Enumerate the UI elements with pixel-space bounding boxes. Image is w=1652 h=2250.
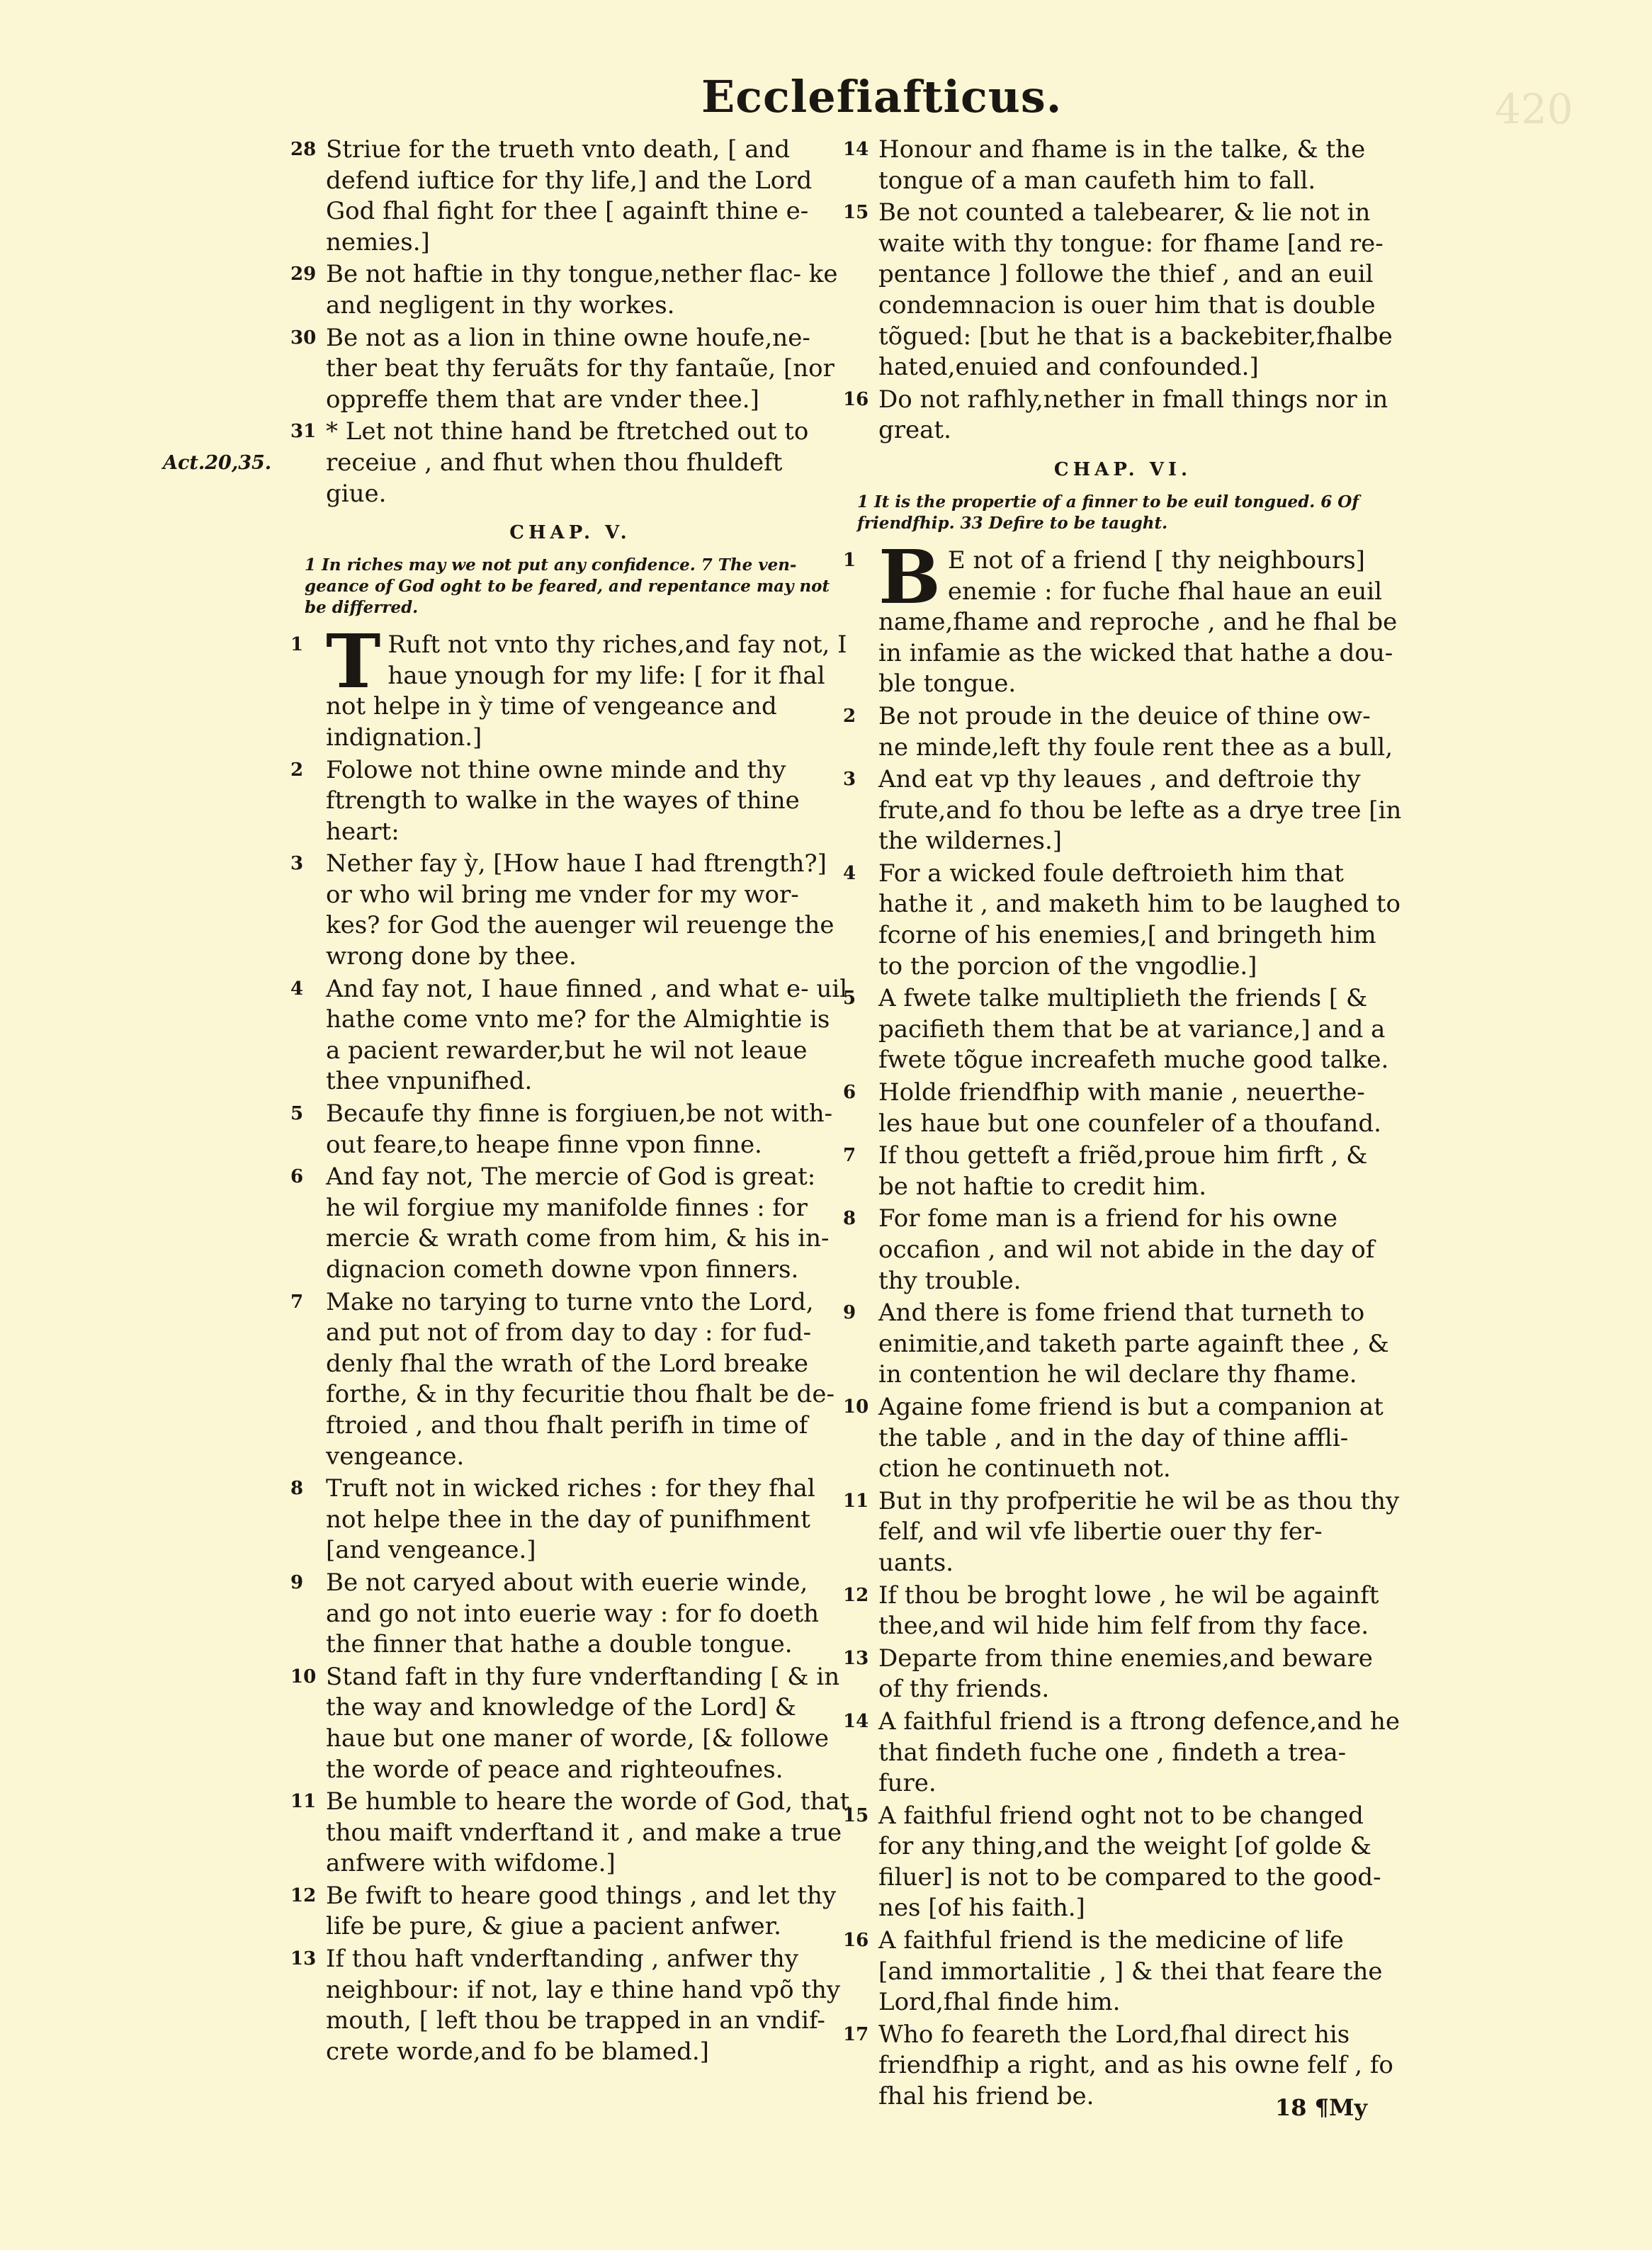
verse [843, 1298, 1403, 1391]
verse-text: Ruft not vnto thy riches,and fay not, I haue ynough for my life: [ for it fhal not helpe in ỳ time of vengeance and indignation.] [326, 631, 847, 752]
verse-number: 8 [843, 1208, 856, 1230]
verse [843, 1581, 1403, 1642]
verse-text: If thou haft vnderftanding , anfwer thy neighbour: if not, lay e thine hand vpõ thy mouth, [ left thou be trapped in an vndif- crete worde,and fo be blamed.] [326, 1945, 841, 2066]
verse [290, 1881, 850, 1943]
verse-number: 17 [843, 2023, 869, 2045]
verse [290, 259, 850, 321]
running-title: Ecclefiafticus. [701, 71, 1063, 123]
verse [843, 385, 1403, 446]
verse-number: 12 [843, 1584, 869, 1606]
verse-number: 16 [843, 388, 869, 410]
chapter-heading: CHAP. VI. [1053, 458, 1192, 480]
verse [843, 1141, 1403, 1202]
verse-text: If thou getteft a friẽd,proue him firft , & be not haftie to credit him. [878, 1141, 1368, 1201]
verse [290, 618, 850, 753]
verse-text: Be fwift to heare good things , and let thy life be pure, & giue a pacient anfwer. [326, 1881, 837, 1941]
verse [290, 1099, 850, 1160]
verse-text: A faithful friend oght not to be changed for any thing,and the weight [of golde & filuer] is not to be compared to the good- nes [of his faith.] [878, 1801, 1381, 1923]
verse-text: Stand faft in thy fure vnderftanding [ & in the way and knowledge of the Lord] & haue but one maner of worde, [& followe the worde of peace and righteoufnes. [326, 1662, 840, 1784]
verse-text: If thou be broght lowe , he wil be againft thee,and wil hide him felf from thy face. [878, 1581, 1379, 1641]
verse-text: Who fo feareth the Lord,fhal direct his friendfhip a right, and as his owne felf , fo fhal his friend be. [878, 2020, 1393, 2111]
verse-number: 2 [843, 705, 856, 727]
verse-text: And there is fome friend that turneth to enimitie,and taketh parte againft thee , & in contention he wil declare thy fhame. [878, 1299, 1389, 1389]
verse-text: Be not as a lion in thine owne houfe,ne- ther beat thy feruãts for thy fantaũe, [nor oppreffe them that are vnder thee.] [326, 323, 835, 414]
verse-text: A faithful friend is a ftrong defence,and he that findeth fuche one , findeth a trea- fure. [878, 1707, 1400, 1798]
verse [843, 1707, 1403, 1799]
verse-number: 10 [843, 1396, 869, 1418]
verse-number: 5 [843, 988, 856, 1010]
verse-text: Be not caryed about with euerie winde, and go not into euerie way : for fo doeth the finner that hathe a double tongue. [326, 1568, 820, 1659]
right-column [843, 135, 1403, 2114]
verse [843, 135, 1403, 196]
verse [843, 533, 1403, 700]
verse-text: * Let not thine hand be ftretched out to receiue , and fhut when thou fhuldeft giue. [326, 417, 809, 508]
verse-text: Honour and fhame is in the talke, & the tongue of a man caufeth him to fall. [878, 135, 1366, 195]
verse-number: 13 [290, 1948, 317, 1970]
verse-number: 13 [843, 1647, 869, 1669]
left-column [290, 135, 850, 2069]
verse [290, 974, 850, 1097]
verse-text: Do not rafhly,nether in fmall things nor in great. [878, 385, 1388, 445]
verse [843, 701, 1403, 763]
verse [290, 1474, 850, 1566]
verse-number: 8 [290, 1478, 304, 1500]
verse-text: And eat vp thy leaues , and deftroie thy frute,and fo thou be lefte as a drye tree [in the wildernes.] [878, 765, 1402, 856]
verse-number: 12 [290, 1884, 317, 1906]
verse-number: 1 [843, 549, 856, 571]
verse-number: 6 [290, 1166, 304, 1188]
verse [290, 1787, 850, 1879]
verse [843, 859, 1403, 982]
verse-number: 14 [843, 1710, 869, 1732]
verse-text: Againe fome friend is but a companion at the table , and in the day of thine affli- ction he continueth not. [878, 1392, 1384, 1483]
verse-text: Be not haftie in thy tongue,nether flac- ke and negligent in thy workes. [326, 260, 838, 320]
bleed-through-page-number: 420 [1495, 85, 1573, 133]
verse-number: 3 [843, 769, 856, 791]
verse-number: 15 [843, 202, 869, 224]
verse-number: 16 [843, 1930, 869, 1952]
verse-number: 11 [843, 1490, 869, 1512]
verse-text: Departe from thine enemies,and beware of thy friends. [878, 1644, 1373, 1704]
verse [290, 1944, 850, 2067]
verse-text: A fwete talke multiplieth the friends [ & pacifieth them that be at variance,] and a fwete tõgue increafeth muche good talke. [878, 984, 1389, 1075]
verse-text: A faithful friend is the medicine of life [and immortalitie , ] & thei that feare the Lord,fhal finde him. [878, 1926, 1383, 2017]
verse [290, 1662, 850, 1785]
verse [843, 764, 1403, 857]
verse-number: 9 [290, 1571, 304, 1593]
verse [290, 1162, 850, 1285]
verse-number: 30 [290, 327, 317, 349]
verse-number: 29 [290, 264, 317, 286]
verse-number: 4 [843, 862, 856, 884]
verse-number: 7 [290, 1291, 304, 1313]
verse-number: 31 [290, 421, 317, 443]
verse-number: 10 [290, 1666, 317, 1688]
verse-number: 5 [290, 1103, 304, 1125]
verse-number: 9 [843, 1302, 856, 1324]
margin-reference: Act.20,35. [163, 452, 272, 474]
verse-text: Holde friendfhip with manie , neuerthe- les haue but one counfeler of a thoufand. [878, 1078, 1381, 1138]
verse-text: Truft not in wicked riches : for they fhal not helpe thee in the day of punifhment [and vengeance.] [326, 1474, 815, 1565]
verse [290, 849, 850, 972]
verse [843, 1801, 1403, 1924]
verse [843, 1392, 1403, 1485]
catchword: 18 ¶My [1275, 2094, 1368, 2121]
verse [290, 1568, 850, 1661]
verse-text: Folowe not thine owne minde and thy ftrength to walke in the wayes of thine heart: [326, 755, 800, 846]
verse-number: 28 [290, 139, 317, 160]
verse-text: Make no tarying to turne vnto the Lord, and put not of from day to day : for fud- denly fhal the wrath of the Lord breake forthe, & in thy fecuritie thou fhalt be de- ftroied , and thou fhalt perifh in time of vengeance. [326, 1287, 835, 1471]
chapter-argument: 1 In riches may we not put any confidence. 7 The ven- geance of God oght to be feared, and repentance may not be differred. [305, 555, 830, 618]
verse-text: Striue for the trueth vnto death, [ and defend iuftice for thy life,] and the Lord God fhal fight for thee [ againft thine e- nemies.] [326, 135, 813, 256]
verse-text: For fome man is a friend for his owne occafion , and wil not abide in the day of thy trouble. [878, 1204, 1375, 1295]
verse-number: 3 [290, 853, 304, 875]
verse-text: E not of a friend [ thy neighbours] enemie : for fuche fhal haue an euil name,fhame and reproche , and he fhal be in infamie as the wicked that hathe a dou- ble tongue. [878, 545, 1398, 699]
verse [843, 1078, 1403, 1139]
verse-number: 7 [843, 1145, 856, 1167]
drop-capital: T [326, 618, 381, 706]
verse-number: 4 [290, 978, 304, 1000]
chapter-heading: CHAP. V. [509, 522, 631, 544]
verse-number: 11 [290, 1791, 317, 1813]
verse-text: Becaufe thy finne is forgiuen,be not with- out feare,to heape finne vpon finne. [326, 1099, 833, 1159]
verse-text: And fay not, I haue finned , and what e- uil hathe come vnto me? for the Almightie is a pacient rewarder,but he wil not leaue thee vnpunifhed. [326, 974, 848, 1096]
verse-text: Be not proude in the deuice of thine ow- ne minde,left thy foule rent thee as a bull, [878, 701, 1393, 762]
verse [290, 755, 850, 848]
verse-number: 6 [843, 1082, 856, 1104]
verse-number: 2 [290, 759, 304, 781]
verse [290, 1287, 850, 1473]
verse [290, 135, 850, 258]
verse-text: But in thy profperitie he wil be as thou thy felf, and wil vfe libertie ouer thy fer- uants. [878, 1486, 1400, 1577]
verse-number: 14 [843, 139, 869, 160]
verse [290, 417, 850, 509]
chapter-argument: 1 It is the propertie of a finner to be euil tongued. 6 Of friendfhip. 33 Defire to be taught. [857, 492, 1359, 533]
verse-text: For a wicked foule deftroieth him that hathe it , and maketh him to be laughed to fcorne of his enemies,[ and bringeth him to the porcion of the vngodlie.] [878, 859, 1401, 980]
verse-number: 1 [290, 634, 304, 656]
verse-number: 15 [843, 1804, 869, 1826]
verse [843, 1486, 1403, 1579]
verse [843, 1204, 1403, 1296]
verse [843, 198, 1403, 383]
verse [843, 1644, 1403, 1705]
drop-capital: B [878, 533, 941, 621]
verse [843, 983, 1403, 1076]
verse-text: Be humble to heare the worde of God, that thou maift vnderftand it , and make a true anfwere with wifdome.] [326, 1787, 850, 1878]
verse [290, 323, 850, 416]
verse [843, 1926, 1403, 2018]
verse-text: Be not counted a talebearer, & lie not in waite with thy tongue: for fhame [and re- pentance ] followe the thief , and an euil condemnacion is ouer him that is double tõgued: [but he that is a backebiter,fhalbe hated,enuied and confounded.] [878, 198, 1393, 382]
verse-text: And fay not, The mercie of God is great: he wil forgiue my manifolde finnes : for mercie & wrath come from him, & his in- dignacion cometh downe vpon finners. [326, 1163, 830, 1284]
verse-text: Nether fay ỳ, [How haue I had ftrength?] or who wil bring me vnder for my wor- kes? for God the auenger wil reuenge the wrong done by thee. [326, 849, 835, 971]
